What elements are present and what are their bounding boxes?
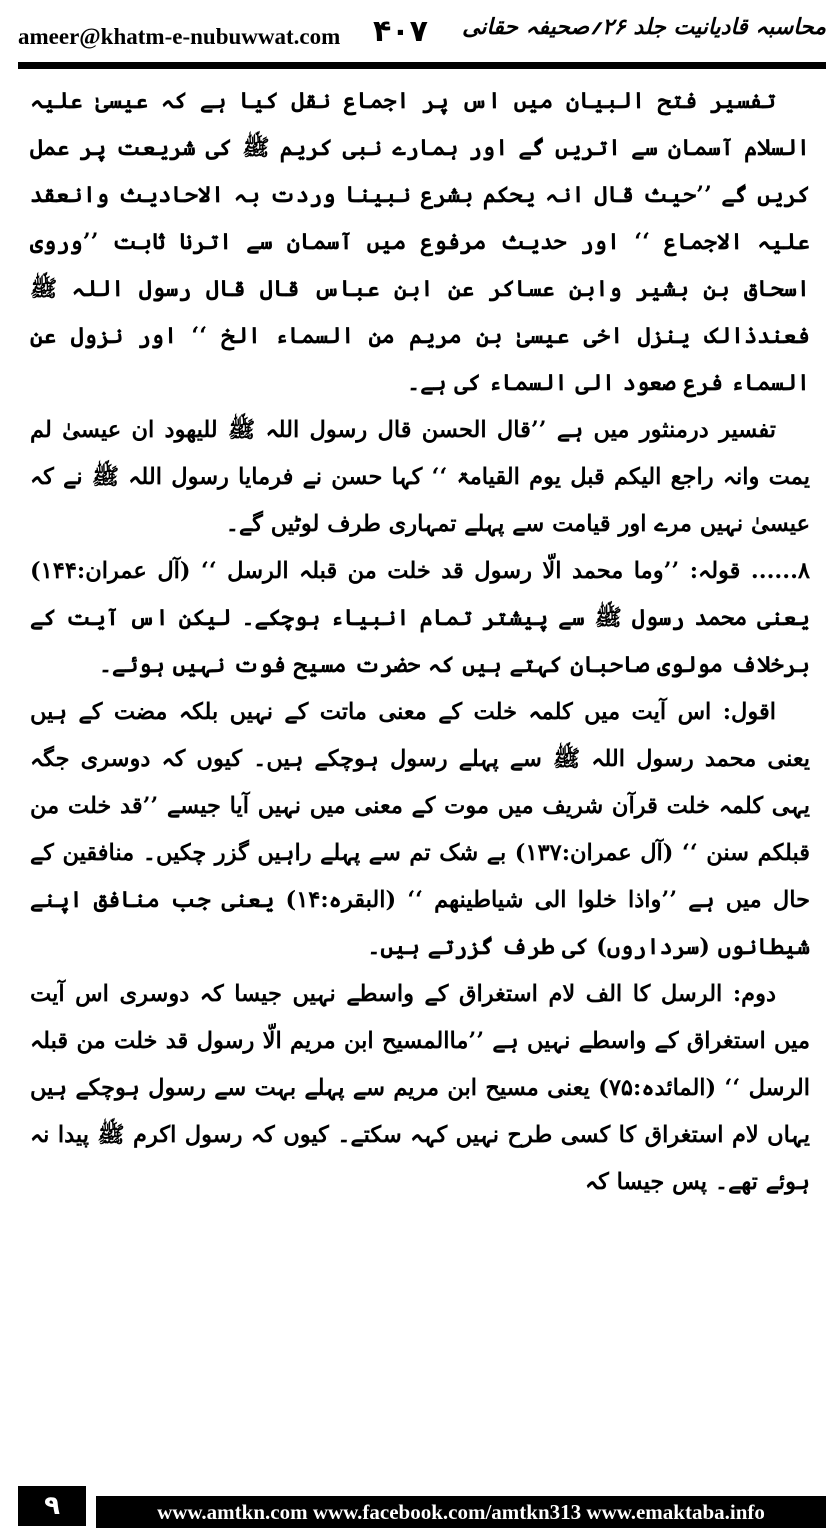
paragraph-tafsir-fath: تفسیر فتح البیان میں اس پر اجماع نقل کیا ہے کہ عیسیٰ علیہ السلام آسمان سے اتریں گے اور ہمارے نبی کریم ﷺ کی شریعت پر عمل کریں گے ’’حیث قال انہ یحکم بشرع نبینا وردت بہ الاحادیث وانعقد علیہ الاجماع ‘‘ اور حدیث مرفوع میں آسمان سے اترنا ثابت ’’وروی اسحاق بن بشیر وابن عساکر عن ابن عباس قال قال رسول اللہ ﷺ فعندذالک ینزل اخی عیسیٰ بن مریم من السماء الخ ‘‘ اور نزول عن السماء فرع صعود الی السماء کی ہے۔: [30, 88, 810, 396]
footer-links: www.amtkn.com www.facebook.com/amtkn313 www.emaktaba.info: [96, 1496, 826, 1528]
book-title: محاسبہ قادیانیت جلد ۲۶؍صحیفہ حقانی: [462, 14, 826, 40]
page-header: [18, 8, 826, 60]
paragraph-durr-manthur: تفسیر درمنثور میں ہے ’’قال الحسن قال رسول اللہ ﷺ للیھود ان عیسیٰ لم یمت وانہ راجع الیکم قبل یوم القیامۃ ‘‘ کہا حسن نے فرمایا رسول اللہ ﷺ نے کہ عیسیٰ نہیں مرے اور قیامت سے پہلے تمہاری طرف لوٹیں گے۔: [30, 417, 810, 537]
page-number: ۴۰۷: [373, 14, 428, 49]
header-email: ameer@khatm-e-nubuwwat.com: [18, 24, 341, 49]
page-body: [30, 78, 810, 1206]
paragraph-aqool: اقول: اس آیت میں کلمہ خلت کے معنی ماتت کے نہیں بلکہ مضت کے ہیں یعنی محمد رسول اللہ ﷺ سے پہلے رسول ہوچکے ہیں۔ کیوں کہ دوسری جگہ یہی کلمہ خلت قرآن شریف میں موت کے معنی میں نہیں آیا جیسے ’’قد خلت من قبلکم سنن ‘‘ (آل عمران:۱۳۷) بے شک تم سے پہلے راہیں گزر چکیں۔ منافقین کے حال میں ہے ’’واذا خلوا الی شیاطینھم ‘‘ (البقرہ:۱۴) یعنی جب منافق اپنے شیطانوں (سرداروں) کی طرف گزرتے ہیں۔: [30, 699, 810, 960]
footer-page-index: ۹: [18, 1486, 86, 1526]
paragraph-item-8: ۸...... قولہ: ’’وما محمد الّا رسول قد خلت من قبلہ الرسل ‘‘ (آل عمران:۱۴۴) یعنی محمد رسول ﷺ سے پیشتر تمام انبیاء ہوچکے۔ لیکن اس آیت کے برخلاف مولوی صاحبان کہتے ہیں کہ حضرت مسیح فوت نہیں ہوئے۔: [30, 558, 810, 678]
header-rule: [18, 62, 826, 69]
paragraph-doom: دوم: الرسل کا الف لام استغراق کے واسطے نہیں جیسا کہ دوسری اس آیت میں استغراق کے واسطے نہیں ہے ’’ماالمسیح ابن مریم الّا رسول قد خلت من قبلہ الرسل ‘‘ (المائدہ:۷۵) یعنی مسیح ابن مریم سے پہلے بہت سے رسول ہوچکے ہیں یہاں لام استغراق کا کسی طرح نہیں کہہ سکتے۔ کیوں کہ رسول اکرم ﷺ پیدا نہ ہوئے تھے۔ پس جیسا کہ: [30, 981, 810, 1195]
